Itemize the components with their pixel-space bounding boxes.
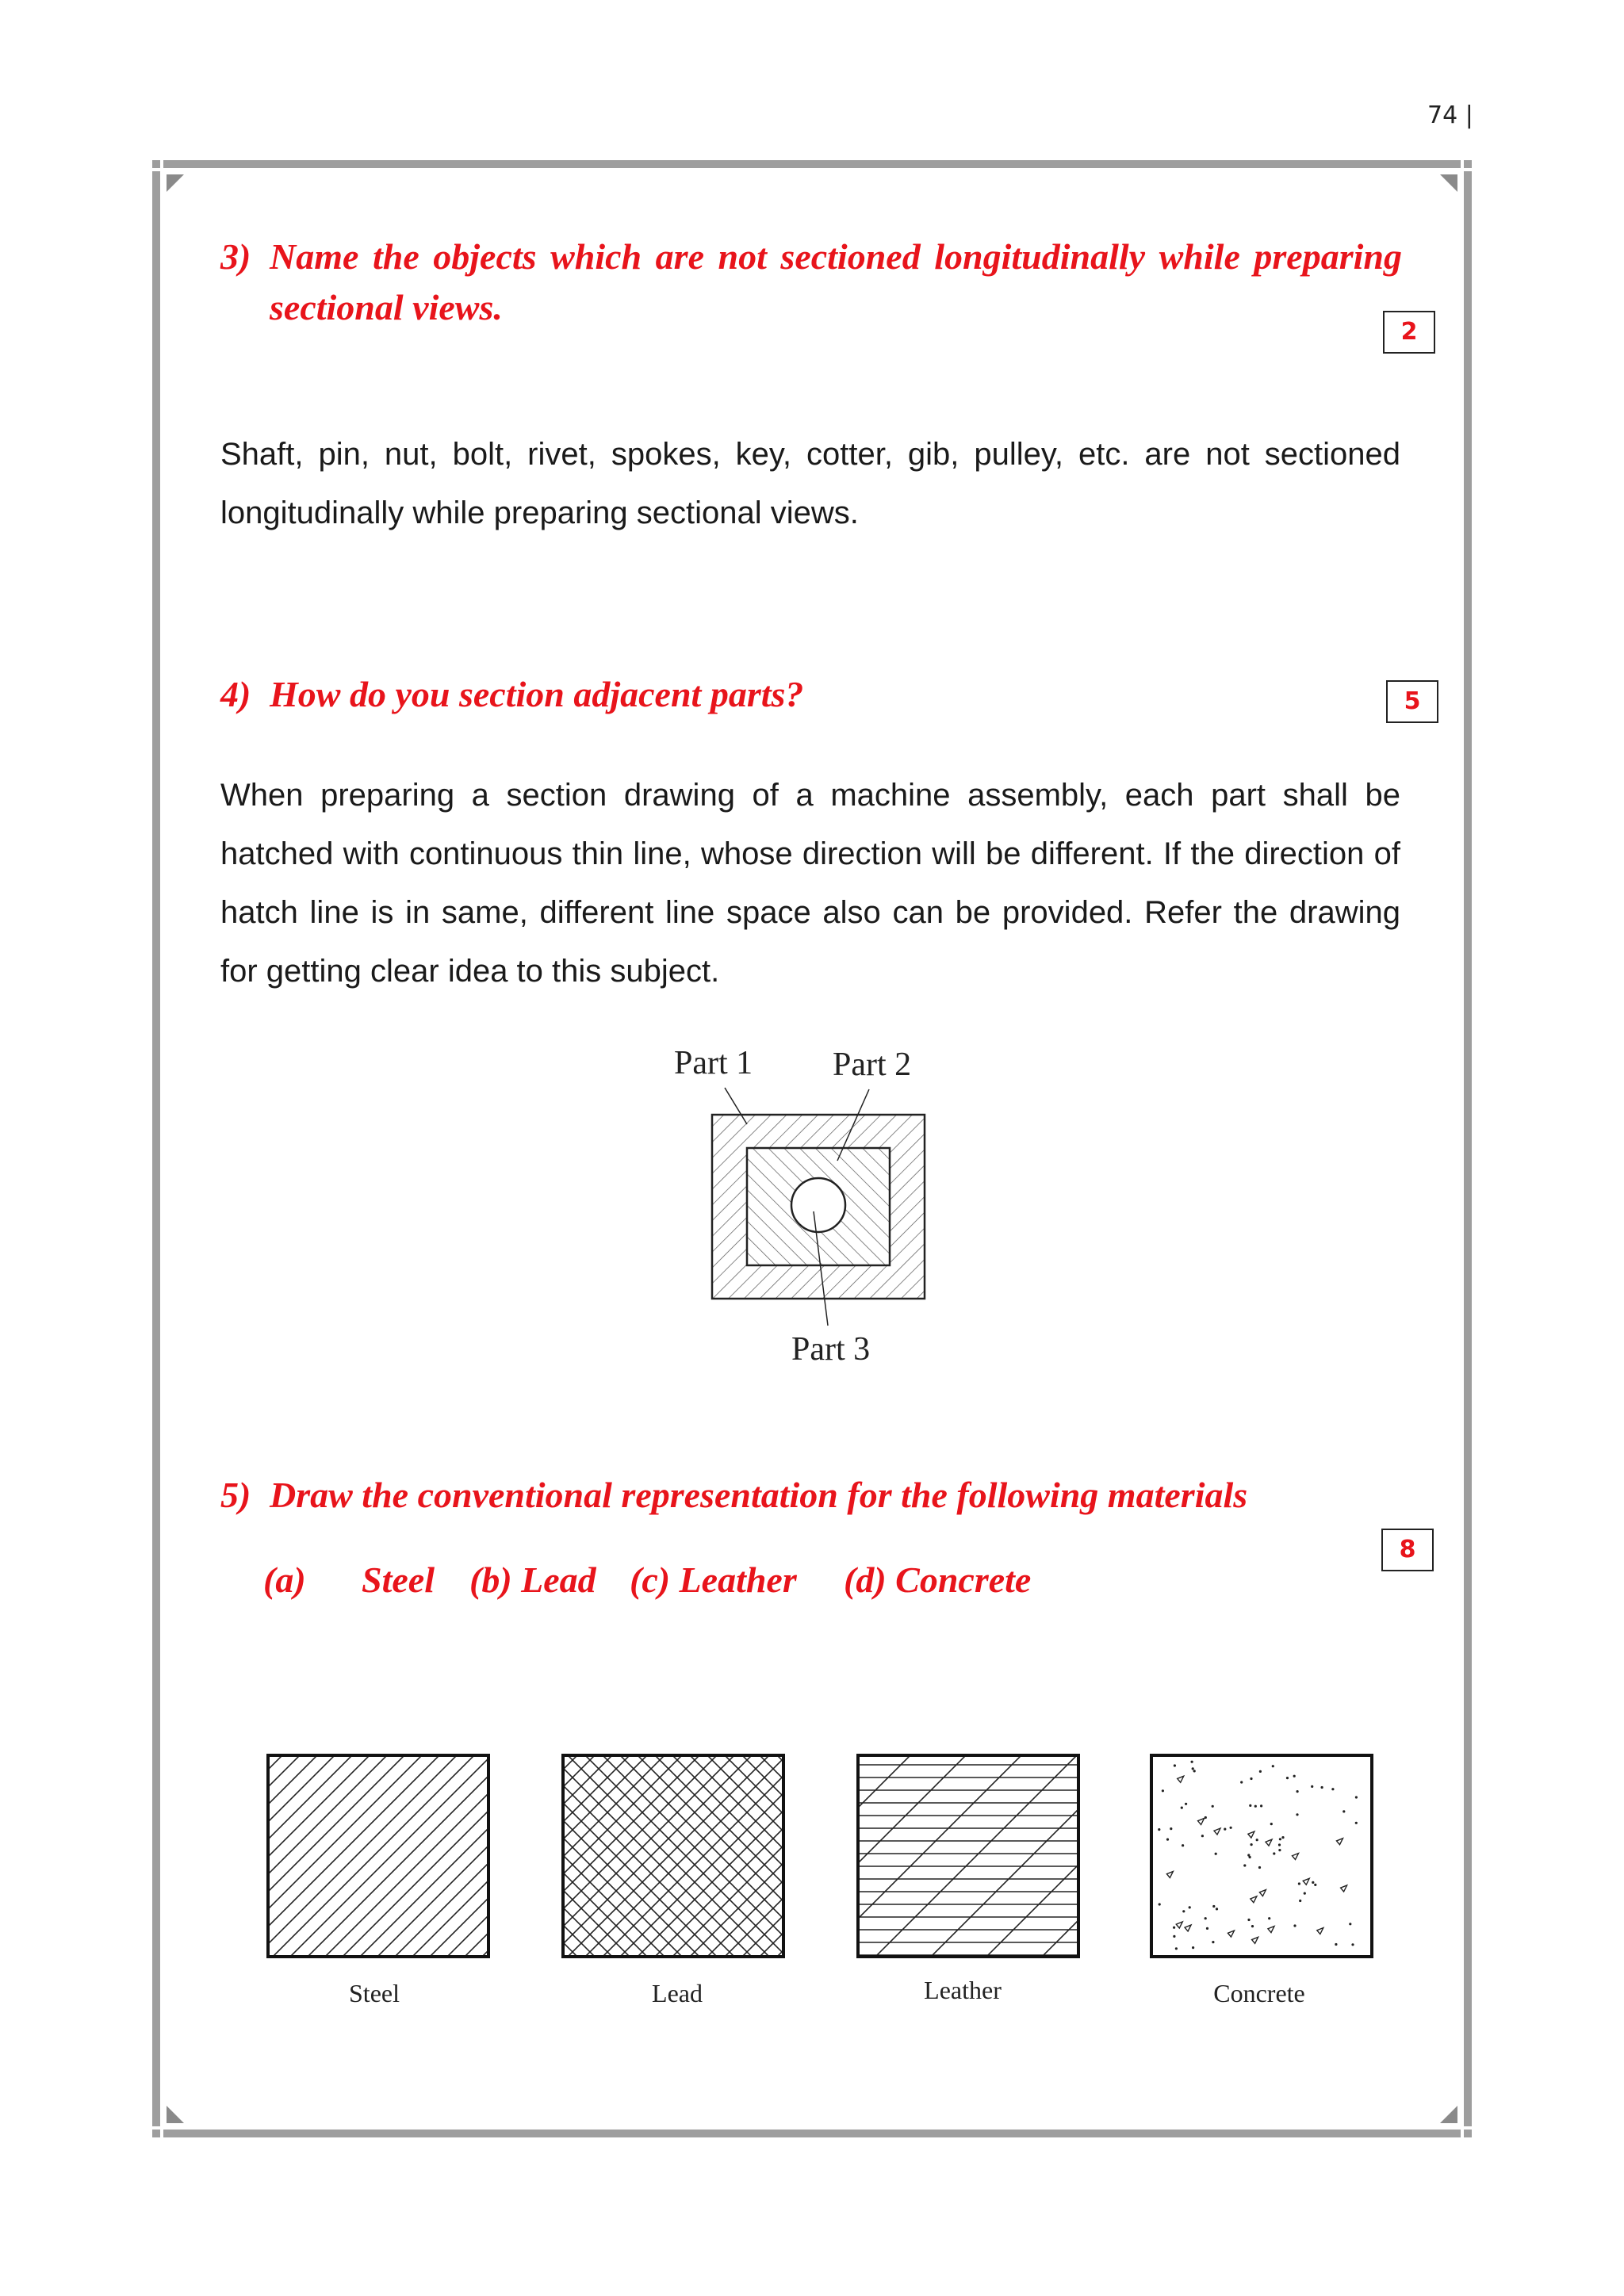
material-item: (d) Concrete	[844, 1559, 1032, 1600]
part-3-circle	[791, 1178, 845, 1232]
frame-right	[1464, 171, 1472, 2126]
hatch-line	[856, 1754, 967, 1958]
hatch-line	[1040, 1754, 1080, 1958]
aggregate-dot	[1250, 1777, 1252, 1780]
aggregate-dot	[1256, 1839, 1258, 1841]
aggregate-dot	[1249, 1804, 1251, 1807]
aggregate-dot	[1351, 1943, 1354, 1946]
frame-top	[163, 160, 1461, 168]
hatch-line	[446, 1754, 490, 1958]
hatch-line	[266, 1754, 423, 1958]
adjacent-parts-figure	[674, 1039, 959, 1372]
aggregate-dot	[1258, 1866, 1261, 1869]
aggregate-dot	[1349, 1923, 1351, 1925]
aggregate-dot	[1192, 1767, 1194, 1770]
steel-swatch	[266, 1754, 490, 1958]
aggregate-dot	[1311, 1785, 1313, 1788]
hatch-line	[561, 1754, 718, 1958]
aggregate-dot	[1205, 1917, 1207, 1919]
aggregate-triangle	[1252, 1937, 1258, 1943]
aggregate-dot	[1181, 1807, 1183, 1809]
hatch-line	[929, 1754, 1080, 1958]
question-number: 3)	[220, 236, 251, 277]
aggregate-dot	[1166, 1839, 1169, 1841]
frame-corner-ornament	[1440, 174, 1457, 192]
aggregate-dot	[1314, 1884, 1316, 1886]
page-number: 74 |	[1427, 101, 1473, 129]
aggregate-dot	[1299, 1900, 1301, 1902]
aggregate-dot	[1251, 1925, 1254, 1927]
aggregate-dot	[1173, 1927, 1175, 1929]
question-4-heading	[220, 669, 1402, 720]
frame-corner-ornament	[1440, 2106, 1457, 2123]
aggregate-dot	[1278, 1843, 1281, 1846]
aggregate-triangle	[1266, 1839, 1272, 1846]
aggregate-dot	[1304, 1892, 1306, 1895]
aggregate-dot	[1281, 1836, 1284, 1839]
swatch-label-concrete: Concrete	[1213, 1979, 1305, 2007]
hatch-line	[636, 1754, 785, 1958]
aggregate-dot	[1243, 1864, 1246, 1866]
frame-corner-ornament	[167, 2106, 184, 2123]
label-part-3: Part 3	[791, 1331, 871, 1368]
aggregate-dot	[1191, 1761, 1193, 1763]
hatch-line	[341, 1754, 490, 1958]
aggregate-triangle	[1176, 1922, 1182, 1928]
aggregate-dot	[1251, 1843, 1253, 1846]
aggregate-dot	[1331, 1788, 1334, 1790]
aggregate-triangle	[1259, 1890, 1266, 1896]
aggregate-dot	[1173, 1935, 1175, 1938]
aggregate-dot	[1297, 1790, 1299, 1793]
aggregate-dot	[1259, 1770, 1262, 1773]
aggregate-dot	[1216, 1908, 1218, 1910]
hatch-line	[874, 1754, 1078, 1958]
hatch-line	[561, 1754, 753, 1958]
aggregate-dot	[1193, 1770, 1196, 1772]
frame-corner-dot	[1464, 2130, 1472, 2137]
swatch-label-lead: Lead	[652, 1979, 703, 2007]
aggregate-dot	[1230, 1827, 1232, 1829]
aggregate-dot	[1335, 1943, 1337, 1946]
aggregate-dot	[1342, 1810, 1345, 1812]
question-3-heading	[220, 232, 1402, 333]
question-number: 4)	[220, 674, 251, 714]
aggregate-triangle	[1293, 1854, 1299, 1860]
aggregate-dot	[1182, 1910, 1185, 1912]
aggregate-dot	[1192, 1946, 1194, 1949]
aggregate-dot	[1268, 1917, 1270, 1919]
hatch-line	[266, 1754, 458, 1958]
aggregate-dot	[1278, 1849, 1281, 1851]
hatch-line	[561, 1754, 753, 1958]
hatch-line	[741, 1754, 785, 1958]
marks-box: 2	[1383, 311, 1435, 354]
material-item: (b) Lead	[469, 1559, 596, 1600]
frame-corner-dot	[152, 2130, 160, 2137]
aggregate-dot	[1206, 1927, 1208, 1930]
material-item: (c) Leather	[630, 1559, 797, 1600]
aggregate-triangle	[1198, 1819, 1205, 1825]
aggregate-dot	[1185, 1803, 1187, 1805]
aggregate-triangle	[1336, 1839, 1342, 1845]
aggregate-dot	[1212, 1941, 1214, 1943]
aggregate-dot	[1296, 1813, 1298, 1816]
aggregate-triangle	[1185, 1925, 1191, 1931]
swatch-label-steel: Steel	[349, 1979, 400, 2007]
material-item: Steel	[362, 1559, 435, 1600]
answer-3-paragraph: Shaft, pin, nut, bolt, rivet, spokes, key, cotter, gib, pulley, etc. are not sectioned longitudinally while preparing sectional views.	[220, 437, 1400, 530]
aggregate-dot	[1247, 1919, 1250, 1921]
aggregate-triangle	[1166, 1871, 1173, 1877]
frame-left	[152, 171, 160, 2126]
aggregate-dot	[1162, 1789, 1164, 1792]
label-part-2: Part 2	[833, 1047, 912, 1083]
swatch-label-leather: Leather	[924, 1976, 1002, 2004]
aggregate-triangle	[1228, 1931, 1234, 1937]
aggregate-dot	[1158, 1828, 1160, 1831]
aggregate-dot	[1293, 1924, 1296, 1927]
leather-swatch	[856, 1754, 1080, 1958]
aggregate-dot	[1174, 1764, 1176, 1766]
aggregate-dot	[1247, 1854, 1250, 1856]
aggregate-triangle	[1341, 1885, 1347, 1892]
aggregate-dot	[1159, 1903, 1161, 1905]
aggregate-dot	[1182, 1844, 1184, 1846]
lead-swatch	[561, 1754, 785, 1958]
aggregate-dot	[1260, 1804, 1262, 1807]
question-5-heading	[220, 1470, 1402, 1521]
aggregate-dot	[1273, 1852, 1275, 1854]
question-text: Name the objects which are not sectioned longitudinally while preparing sectional views.	[270, 236, 1402, 327]
aggregate-dot	[1312, 1881, 1314, 1884]
materials-list	[263, 1559, 1032, 1614]
aggregate-dot	[1224, 1828, 1226, 1831]
aggregate-dot	[1272, 1765, 1274, 1767]
marks-box: 8	[1381, 1529, 1434, 1571]
aggregate-dot	[1279, 1838, 1281, 1840]
aggregate-dot	[1175, 1947, 1178, 1950]
hatch-line	[561, 1754, 614, 1958]
aggregate-dot	[1293, 1775, 1296, 1777]
aggregate-triangle	[1303, 1878, 1309, 1885]
aggregate-triangle	[1251, 1896, 1257, 1903]
aggregate-dot	[1201, 1835, 1204, 1837]
aggregate-dot	[1189, 1906, 1191, 1908]
question-number: 5)	[220, 1475, 251, 1515]
aggregate-triangle	[1268, 1927, 1274, 1933]
aggregate-dot	[1298, 1882, 1300, 1885]
aggregate-dot	[1355, 1822, 1358, 1824]
aggregate-dot	[1254, 1805, 1257, 1808]
aggregate-dot	[1212, 1805, 1214, 1808]
frame-bottom	[163, 2130, 1461, 2137]
aggregate-triangle	[1248, 1831, 1254, 1838]
aggregate-dot	[1321, 1786, 1323, 1789]
aggregate-dot	[1355, 1796, 1358, 1798]
aggregate-dot	[1170, 1827, 1172, 1830]
answer-4-paragraph: When preparing a section drawing of a machine assembly, each part shall be hatched with continuous thin line, whose direction will be different. If the direction of hatch line is in same, different line space also can be provided. Refer the drawing for getting clear idea to this subject.	[220, 778, 1400, 989]
aggregate-triangle	[1178, 1776, 1184, 1782]
hatch-line	[561, 1754, 614, 1958]
aggregate-dot	[1270, 1823, 1273, 1825]
frame-corner-dot	[152, 160, 160, 168]
concrete-swatch	[1150, 1754, 1373, 1958]
aggregate-triangle	[1317, 1928, 1323, 1934]
aggregate-triangle	[1214, 1828, 1220, 1835]
hatch-line	[266, 1754, 319, 1958]
frame-corner-dot	[1464, 160, 1472, 168]
hatch-line	[561, 1754, 718, 1958]
hatch-line	[741, 1754, 785, 1958]
marks-box: 5	[1386, 680, 1438, 723]
material-item: (a)	[263, 1559, 306, 1600]
question-text: How do you section adjacent parts?	[270, 674, 804, 714]
hatch-line	[636, 1754, 785, 1958]
aggregate-dot	[1286, 1777, 1289, 1779]
aggregate-dot	[1215, 1853, 1217, 1855]
frame-corner-ornament	[167, 174, 184, 192]
hatch-line	[271, 1754, 476, 1958]
aggregate-dot	[1240, 1781, 1243, 1783]
label-part-1: Part 1	[674, 1045, 753, 1081]
question-text: Draw the conventional representation for the following materials	[270, 1475, 1248, 1515]
aggregate-dot	[1212, 1905, 1215, 1908]
